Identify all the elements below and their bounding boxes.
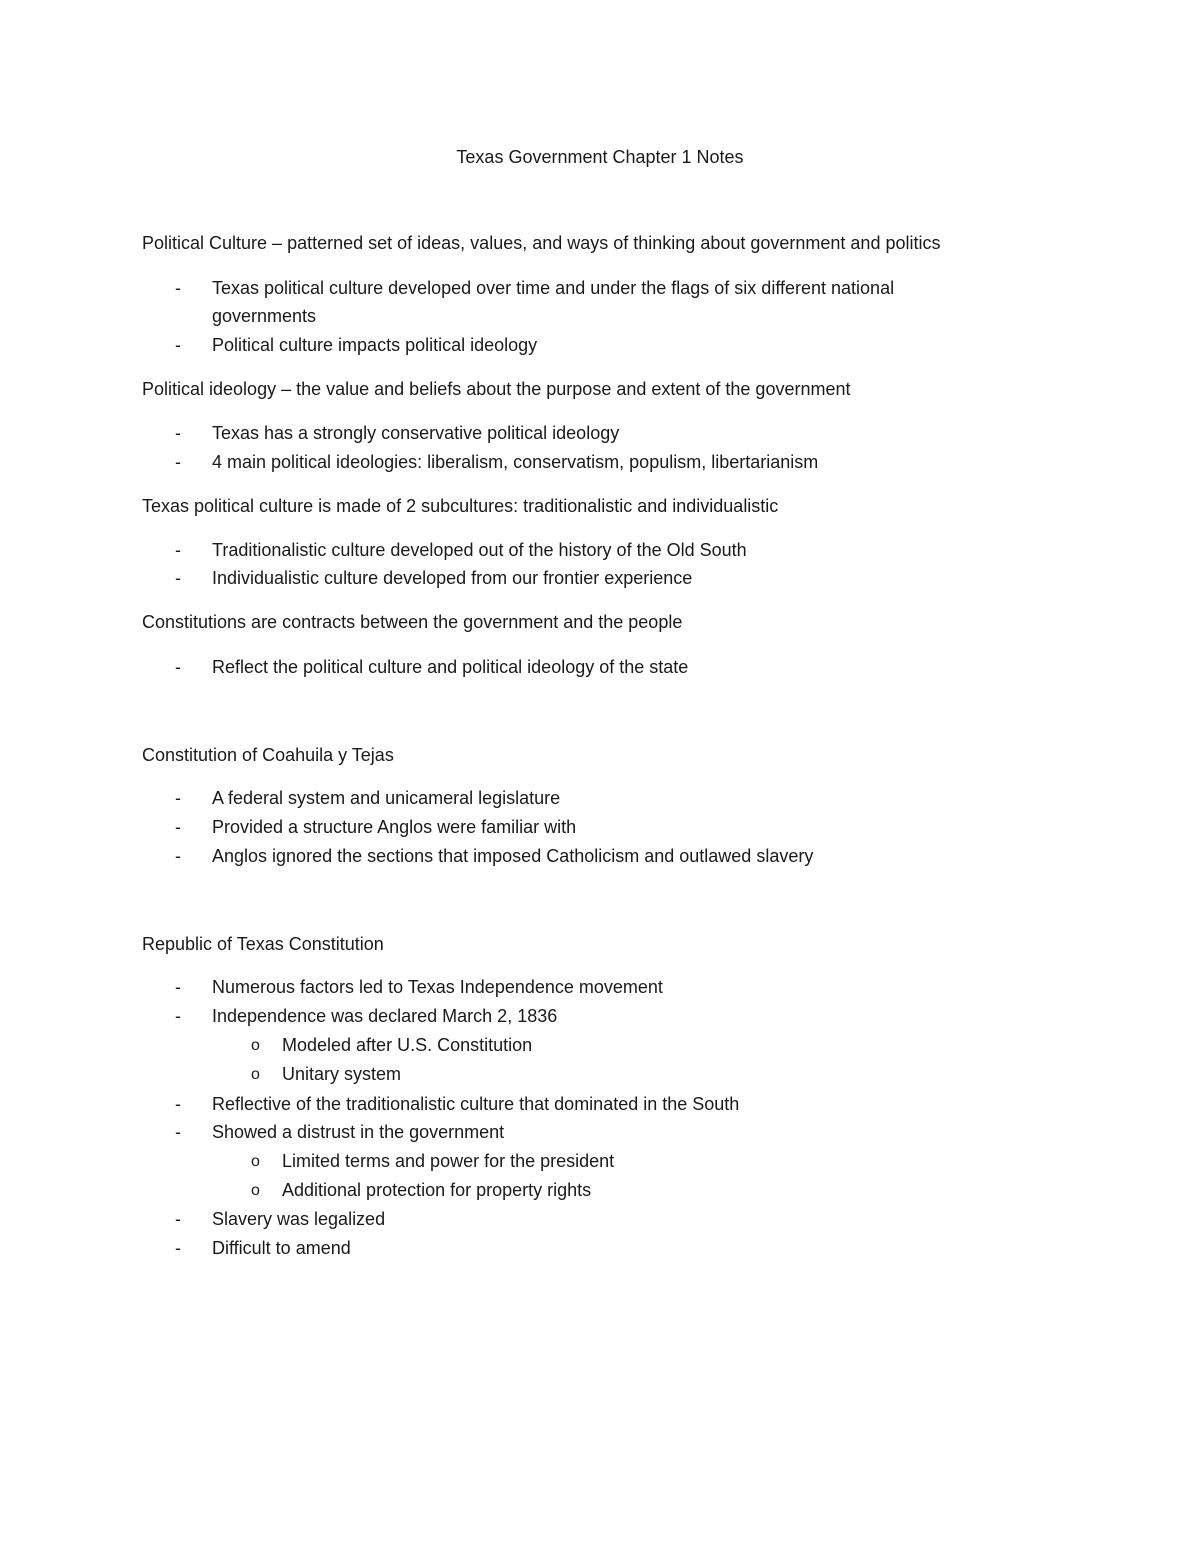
bullet-dash: - — [175, 335, 181, 355]
bullet-dash: - — [175, 1006, 181, 1026]
bullet-dash: - — [175, 817, 181, 837]
bullet-dash: - — [175, 568, 181, 588]
bullet-dash: - — [175, 1094, 181, 1114]
list-item-text: Reflect the political culture and political ideology of the state — [212, 657, 689, 677]
bullet-circle: o — [251, 1037, 260, 1054]
bullet-dash: - — [175, 788, 181, 808]
bullet-circle: o — [251, 1153, 260, 1170]
list-item-text: Slavery was legalized — [212, 1209, 386, 1229]
bullet-dash: - — [175, 1122, 181, 1142]
section-heading-constitutions: Constitutions are contracts between the government and the people — [142, 612, 683, 632]
bullet-dash: - — [175, 540, 181, 560]
list-item-text: Showed a distrust in the government — [212, 1122, 505, 1142]
section-heading-political-ideology: Political ideology – the value and beliefs about the purpose and extent of the government — [142, 379, 851, 399]
bullet-circle: o — [251, 1182, 260, 1199]
list-item-text: Texas has a strongly conservative political ideology — [212, 423, 620, 443]
list-item-text: Reflective of the traditionalistic culture that dominated in the South — [212, 1094, 740, 1114]
bullet-dash: - — [175, 977, 181, 997]
bullet-dash: - — [175, 278, 181, 298]
sub-list-item-text: Unitary system — [282, 1064, 402, 1084]
bullet-dash: - — [175, 1238, 181, 1258]
sub-list-item-text: Modeled after U.S. Constitution — [282, 1035, 533, 1055]
list-item-text: Numerous factors led to Texas Independence movement — [212, 977, 663, 997]
section-heading-republic: Republic of Texas Constitution — [142, 934, 384, 954]
list-item-text: Traditionalistic culture developed out of the history of the Old South — [212, 540, 747, 560]
list-item-text: Anglos ignored the sections that imposed Catholicism and outlawed slavery — [212, 846, 814, 866]
bullet-dash: - — [175, 657, 181, 677]
sub-list-item-text: Additional protection for property rights — [282, 1180, 592, 1200]
bullet-dash: - — [175, 452, 181, 472]
list-item-text: A federal system and unicameral legislature — [212, 788, 561, 808]
section-heading-subcultures: Texas political culture is made of 2 subcultures: traditionalistic and individualistic — [142, 496, 779, 516]
bullet-dash: - — [175, 1209, 181, 1229]
bullet-dash: - — [175, 846, 181, 866]
list-item-text: Political culture impacts political ideology — [212, 335, 538, 355]
bullet-dash: - — [175, 423, 181, 443]
list-item-text: Texas political culture developed over time and under the flags of six different national — [212, 278, 895, 298]
sub-list-item-text: Limited terms and power for the president — [282, 1151, 615, 1171]
list-item-text: Provided a structure Anglos were familiar with — [212, 817, 577, 837]
document-title: Texas Government Chapter 1 Notes — [456, 147, 744, 167]
list-item-text: Independence was declared March 2, 1836 — [212, 1006, 558, 1026]
list-item-text: 4 main political ideologies: liberalism, conservatism, populism, libertarianism — [212, 452, 819, 472]
bullet-circle: o — [251, 1066, 260, 1083]
section-heading-political-culture: Political Culture – patterned set of ideas, values, and ways of thinking about government and politics — [142, 233, 941, 253]
section-heading-coahuila: Constitution of Coahuila y Tejas — [142, 745, 394, 765]
list-item-text: Difficult to amend — [212, 1238, 351, 1258]
list-item-continuation: governments — [212, 306, 317, 326]
list-item-text: Individualistic culture developed from our frontier experience — [212, 568, 693, 588]
